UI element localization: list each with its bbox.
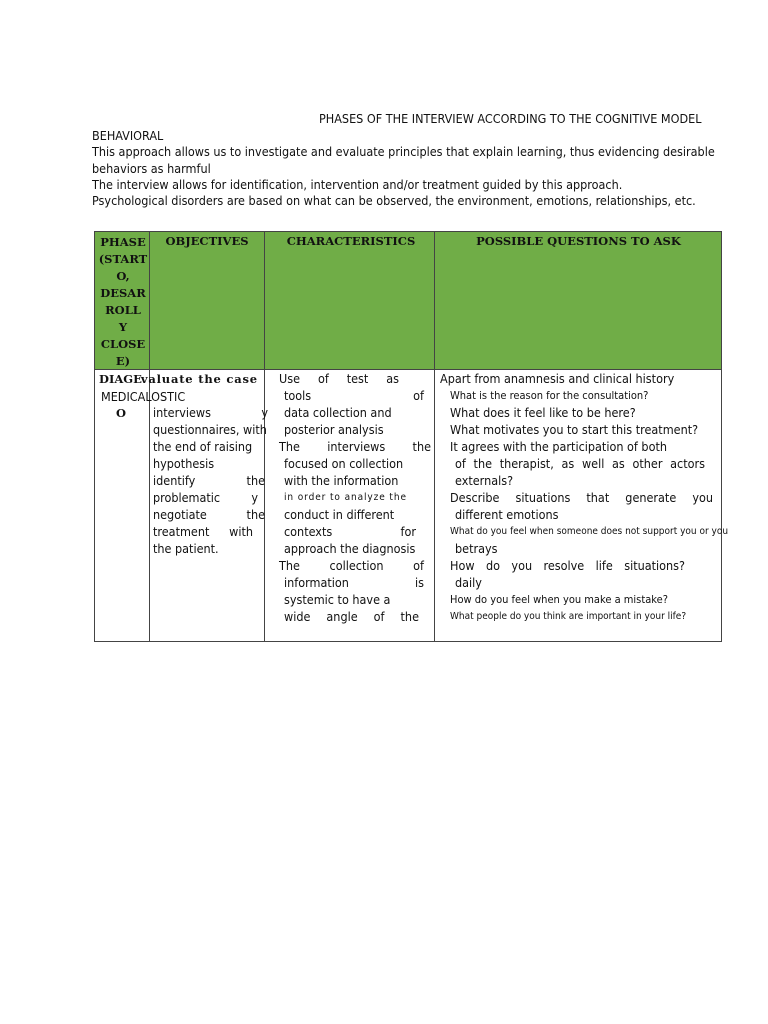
phase-cell: DIAGEvaluate the case MEDICALOSTIC O [99, 372, 258, 420]
header-characteristics: CHARACTERISTICS [286, 234, 416, 248]
column-divider [149, 232, 150, 641]
intro-paragraph-3: Psychological disorders are based on what can be observed, the environment, emotions, relationships, etc. [92, 193, 696, 209]
header-phase: PHASE (START O, DESAR ROLL Y CLOSE E) [98, 235, 148, 368]
questions-cell: Apart from anamnesis and clinical history What is the reason for the consultation? What does it feel like to be here? What motivates you to start this treatment? It agrees with the participation of both of the therapist, as well as other actors externals? Describe situations that generate you different emotions What do you feel when someone does not support you or you betrays How do you resolve life situations? daily How do you feel when you make a mistake? What people do you think are important in your life? [440, 371, 729, 622]
table-header-row [95, 232, 721, 370]
header-objectives: OBJECTIVES [165, 234, 249, 248]
intro-paragraph-2: The interview allows for identification, intervention and/or treatment guided by this approach. [92, 176, 623, 192]
objectives-cell: interviews y questionnaires, with the end of raising hypothesis identify the problematic y negotiate the treatment with the patient. [153, 405, 268, 556]
intro-text [92, 128, 732, 209]
phases-table [94, 231, 729, 642]
column-divider [434, 232, 435, 641]
document-title: PHASES OF THE INTERVIEW ACCORDING TO THE COGNITIVE MODEL [319, 111, 702, 126]
document-subtitle: BEHAVIORAL [92, 128, 164, 143]
characteristics-cell: Use of test as tools of data collection and posterior analysis The interviews the focused on collection with the information in order to analyze the conduct in different contexts for approach the diagnosis The collection of information is systemic to have a wide angle of the [279, 371, 431, 624]
header-questions: POSSIBLE QUESTIONS TO ASK [476, 234, 681, 248]
intro-paragraph-1: This approach allows us to investigate and evaluate principles that explain learning, thus evidencing desirable behaviors as harmful [92, 144, 715, 176]
